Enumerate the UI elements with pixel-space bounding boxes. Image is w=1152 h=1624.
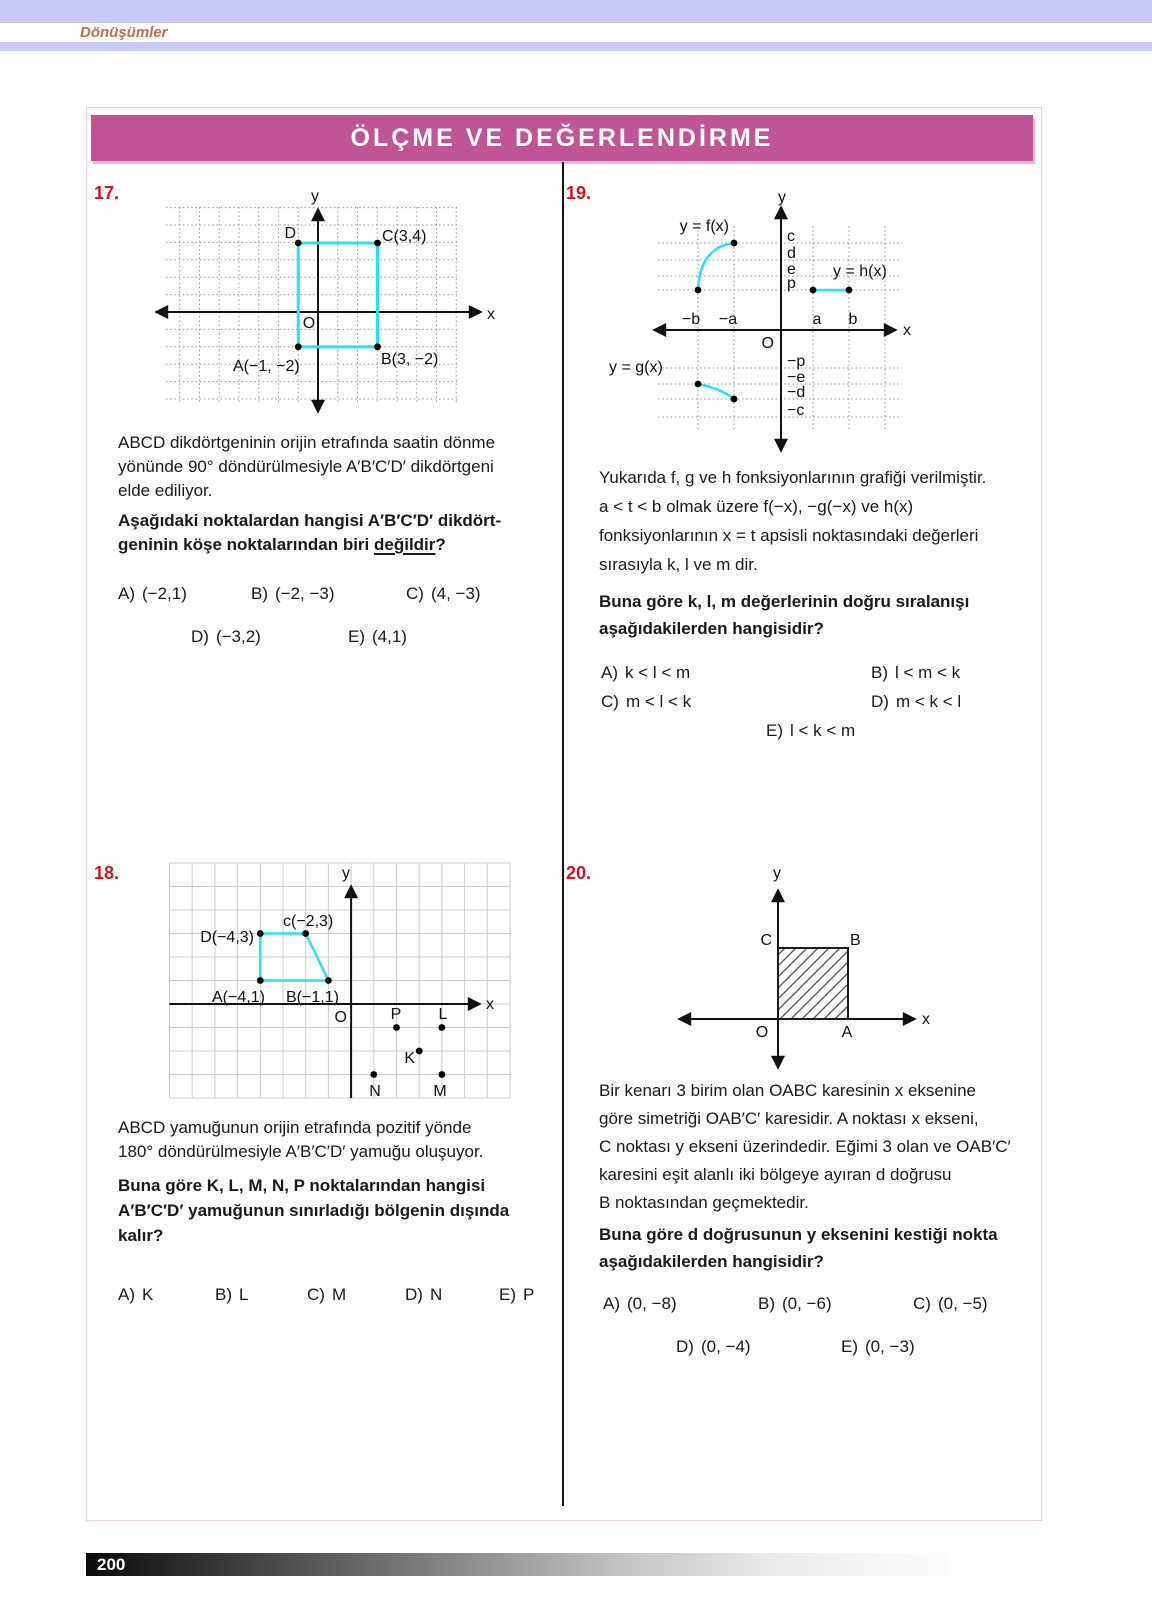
question-20	[562, 856, 1041, 1386]
g-curve	[698, 384, 734, 399]
vertex-d-label: D(−4,3)	[200, 929, 254, 946]
question-19	[562, 179, 1041, 759]
question-18	[87, 856, 562, 1336]
q17-option-d: D) (−3,2)	[191, 627, 261, 646]
point-p-label: P	[390, 1006, 402, 1023]
q18-line-2: 180° döndürülmesiyle A′B′C′D′ yamuğu oluşuyor.	[118, 1142, 484, 1161]
q20-bold-line-1: Buna göre d doğrusunun y eksenini kestiği nokta	[599, 1225, 998, 1244]
y-axis-label: y	[311, 188, 319, 205]
origin-label: O	[761, 335, 774, 352]
vertex-c-label: c(−2,3)	[283, 913, 334, 930]
point-l-dot	[439, 1024, 446, 1031]
q19-bold-line-1: Buna göre k, l, m değerlerinin doğru sıralanışı	[599, 592, 970, 611]
q19-line-4: sırasıyla k, l ve m dir.	[599, 555, 758, 574]
q20-line-1: Bir kenarı 3 birim olan OABC karesinin x eksenine	[599, 1081, 976, 1100]
q17-bold-line-2: geninin köşe noktalarından biri değildir?	[118, 535, 446, 554]
f-curve	[698, 243, 734, 290]
origin-label: O	[755, 1024, 769, 1041]
h-label: y = h(x)	[833, 263, 887, 280]
q18-bold-line-2: A′B′C′D′ yamuğunun sınırladığı bölgenin dışında	[118, 1201, 510, 1220]
top-lavender-band	[0, 0, 1152, 23]
chapter-title: Dönüşümler	[80, 24, 168, 41]
q20-figure	[641, 861, 941, 1076]
q19-line-3: fonksiyonlarının x = t apsisli noktasındaki değerleri	[599, 526, 979, 545]
vertex-a-label: A(−1, −2)	[233, 358, 300, 375]
origin-label: O	[302, 315, 316, 332]
tick-neg-p: −p	[787, 353, 806, 370]
q18-option-c: C) M	[307, 1285, 347, 1304]
q19-line-2: a < t < b olmak üzere f(−x), −g(−x) ve h(x)	[599, 497, 914, 516]
f-left-dot	[695, 287, 702, 294]
vertex-c-dot	[302, 930, 309, 937]
q20-bold-line-2: aşağıdakilerden hangisidir?	[599, 1252, 824, 1271]
q20-line-5: B noktasından geçmektedir.	[599, 1193, 809, 1212]
vertex-a-label: A(−4,1)	[212, 989, 265, 1006]
vertex-c-label: C	[760, 932, 772, 949]
vertex-a-dot	[257, 977, 264, 984]
vertex-d-label: D	[284, 225, 296, 242]
square-oabc-hatched	[778, 948, 848, 1019]
tick-d: d	[787, 245, 796, 262]
q19-option-a: A) k < l < m	[601, 663, 691, 682]
x-axis-label: x	[903, 322, 911, 339]
q19-option-c: C) m < l < k	[601, 692, 692, 711]
second-lavender-band	[0, 42, 1152, 51]
q20-option-e: E) (0, −3)	[841, 1337, 915, 1356]
g-left-dot	[695, 381, 702, 388]
underlined-word: değildir	[374, 535, 436, 554]
h-left-dot	[810, 287, 817, 294]
vertex-b-label: B(3, −2)	[381, 351, 439, 368]
q19-option-e: E) l < k < m	[766, 721, 856, 740]
question-18-number: 18.	[94, 863, 120, 883]
y-axis-label: y	[342, 865, 350, 882]
vertex-b-label: B(−1,1)	[286, 989, 339, 1006]
tick-a: a	[812, 311, 822, 328]
point-k-dot	[416, 1048, 423, 1055]
square-grid	[170, 863, 511, 1098]
q19-line-1: Yukarıda f, g ve h fonksiyonlarının grafiği verilmiştir.	[599, 468, 987, 487]
vertex-b-dot	[325, 977, 332, 984]
question-17	[87, 179, 562, 684]
f-right-dot	[731, 240, 738, 247]
tick-neg-e: −e	[787, 369, 806, 386]
h-right-dot	[846, 287, 853, 294]
q20-text	[599, 1077, 1039, 1275]
tick-c: c	[787, 228, 795, 245]
content-box	[86, 107, 1042, 1521]
vertex-d-dot	[257, 930, 264, 937]
y-axis-label: y	[773, 865, 781, 882]
g-label: y = g(x)	[609, 359, 663, 376]
vertex-b-dot	[374, 343, 381, 350]
origin-label: O	[334, 1009, 347, 1026]
vertex-a-dot	[295, 343, 302, 350]
q18-bold-line-1: Buna göre K, L, M, N, P noktalarından hangisi	[118, 1176, 486, 1195]
q20-line-4: karesini eşit alanlı iki bölgeye ayıran d doğrusu	[599, 1165, 952, 1184]
q20-line-2: göre simetriği OAB′C′ karesidir. A noktası x ekseni,	[599, 1109, 979, 1128]
banner-title: ÖLÇME VE DEĞERLENDİRME	[350, 124, 774, 152]
tick-neg-d: −d	[787, 384, 806, 401]
point-p-dot	[393, 1024, 400, 1031]
point-n-label: N	[369, 1083, 381, 1100]
q19-option-b: B) l < m < k	[871, 663, 961, 682]
point-l-label: L	[438, 1006, 448, 1023]
question-20-number: 20.	[566, 863, 592, 883]
q17-option-e: E) (4,1)	[348, 627, 407, 646]
point-m-dot	[439, 1071, 446, 1078]
q18-option-b: B) L	[215, 1285, 249, 1304]
q19-figure	[601, 191, 921, 459]
f-label: y = f(x)	[679, 218, 729, 235]
tick-neg-c: −c	[787, 402, 805, 419]
tick-b: b	[848, 311, 858, 328]
page-header	[0, 23, 1152, 42]
q18-option-d: D) N	[405, 1285, 443, 1304]
point-m-label: M	[433, 1083, 447, 1100]
q19-text	[599, 463, 1039, 642]
x-axis-label: x	[487, 306, 495, 323]
g-right-dot	[731, 396, 738, 403]
question-17-number: 17.	[94, 183, 120, 203]
page-number: 200	[97, 1555, 126, 1574]
y-axis-label: y	[778, 189, 786, 206]
tick-neg-a: −a	[718, 311, 738, 328]
q20-option-b: B) (0, −6)	[758, 1294, 832, 1313]
q20-line-3: C noktası y ekseni üzerindedir. Eğimi 3 olan ve OAB′C′	[599, 1137, 1011, 1156]
section-banner	[91, 115, 1033, 161]
point-n-dot	[370, 1071, 377, 1078]
q18-figure	[169, 856, 519, 1106]
q18-option-a: A) K	[118, 1285, 154, 1304]
q17-line-1: ABCD dikdörtgeninin orijin etrafında saatin dönme	[118, 433, 496, 452]
question-19-number: 19.	[566, 183, 592, 203]
tick-e: e	[787, 261, 796, 278]
q17-bold-line-1: Aşağıdaki noktalardan hangisi A′B′C′D′ dikdört-	[118, 511, 502, 530]
q17-text	[118, 431, 553, 557]
q18-option-e: E) P	[499, 1285, 535, 1304]
x-axis-label: x	[922, 1011, 930, 1028]
q20-option-d: D) (0, −4)	[676, 1337, 751, 1356]
q20-option-a: A) (0, −8)	[603, 1294, 677, 1313]
point-k-label: K	[404, 1050, 415, 1067]
q17-option-a: A) (−2,1)	[118, 584, 187, 603]
q19-bold-line-2: aşağıdakilerden hangisidir?	[599, 619, 824, 638]
q19-option-d: D) m < k < l	[871, 692, 962, 711]
q20-option-c: C) (0, −5)	[913, 1294, 988, 1313]
q18-bold-line-3: kalır?	[118, 1226, 164, 1245]
vertex-c-dot	[374, 240, 381, 247]
q17-figure	[151, 181, 511, 421]
q17-option-b: B) (−2, −3)	[251, 584, 335, 603]
q17-option-c: C) (4, −3)	[406, 584, 481, 603]
footer-bar	[86, 1553, 950, 1576]
tick-p: p	[787, 275, 796, 292]
x-axis-label: x	[486, 996, 494, 1013]
vertex-b-label: B	[850, 932, 861, 949]
tick-neg-b: −b	[681, 311, 701, 328]
q18-line-1: ABCD yamuğunun orijin etrafında pozitif yönde	[118, 1118, 472, 1137]
vertex-a-label: A	[841, 1024, 853, 1041]
q17-line-2: yönünde 90° döndürülmesiyle A′B′C′D′ dikdörtgeni	[118, 457, 494, 476]
q17-line-3: elde ediliyor.	[118, 481, 213, 500]
vertex-c-label: C(3,4)	[382, 228, 427, 245]
q18-text	[118, 1116, 553, 1248]
